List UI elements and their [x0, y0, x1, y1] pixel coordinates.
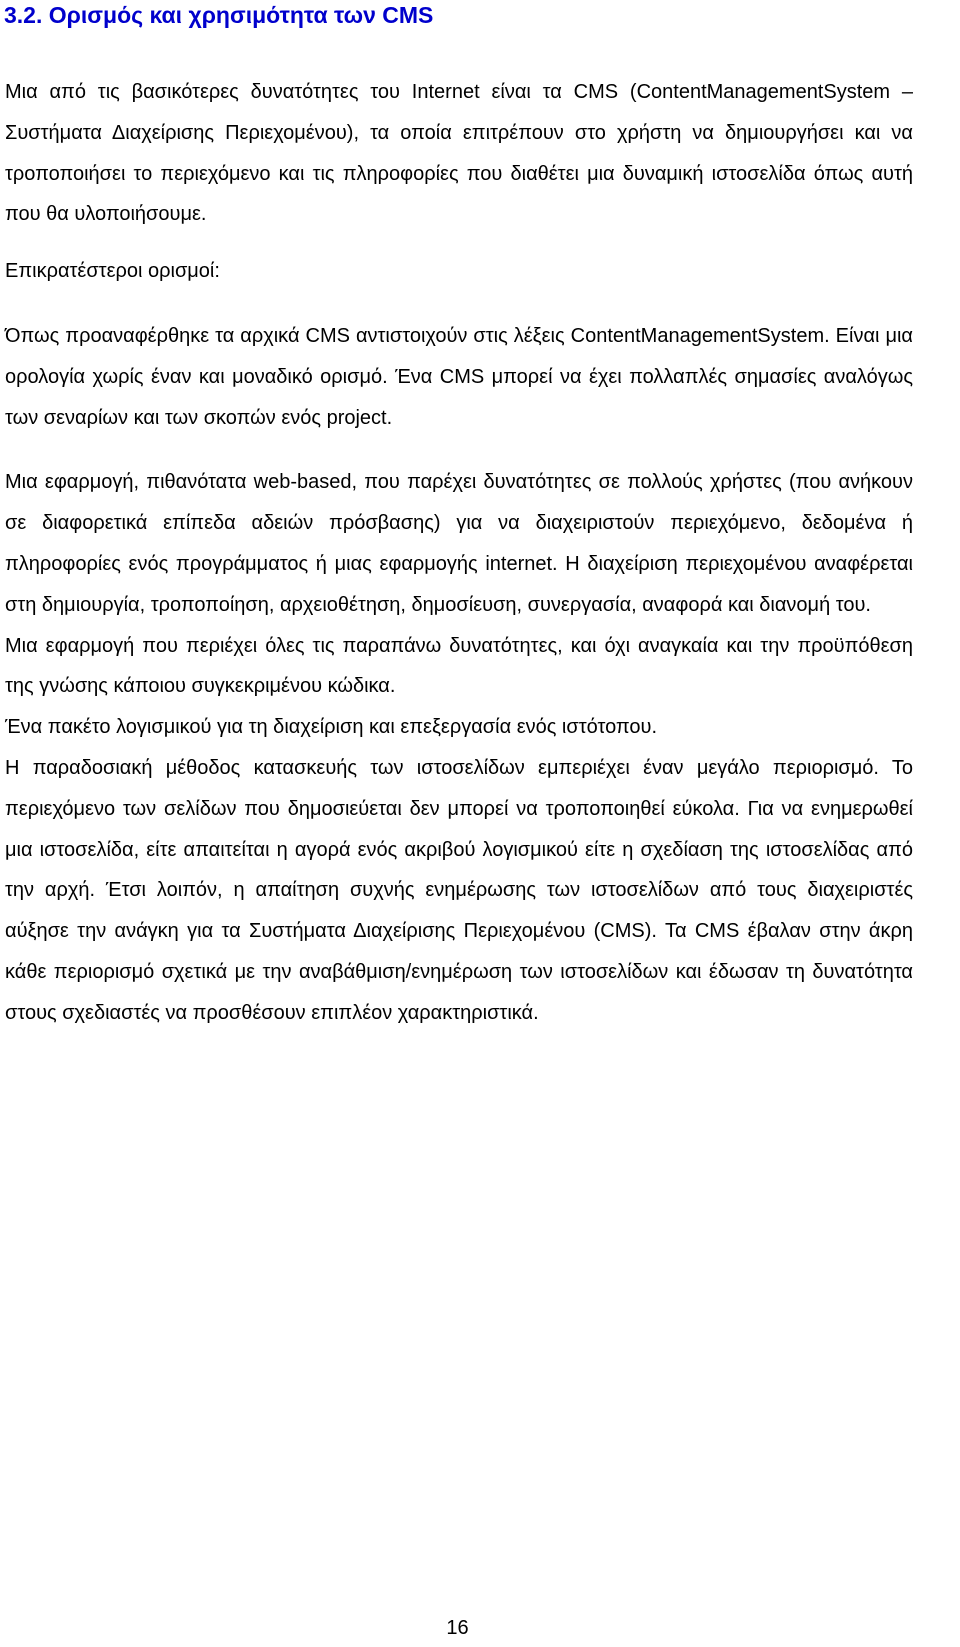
- paragraph-traditional-method: Η παραδοσιακή μέθοδος κατασκευής των ιστοσελίδων εμπεριέχει έναν μεγάλο περιορισμό. Το περιεχόμενο των σελίδων που δημοσιεύεται δεν μπορεί να τροποποιηθεί εύκολα. Για να ενημερωθεί μια ιστοσελίδα, είτε απαιτείται η αγορά ενός ακριβού λογισμικού είτε η σχεδίαση της ιστοσελίδας από την αρχή. Έτσι λοιπόν, η απαίτηση συχνής ενημέρωσης των ιστοσελίδων από τους διαχειριστές αύξησε την ανάγκη για τα Συστήματα Διαχείρισης Περιεχομένου (CMS). Τα CMS έβαλαν στην άκρη κάθε περιορισμό σχετικά με την αναβάθμιση/ενημέρωση των ιστοσελίδων και έδωσαν τη δυνατότητα στους σχεδιαστές να προσθέσουν επιπλέον χαρακτηριστικά.: [5, 756, 913, 1024]
- paragraph-definition-software-package: Ένα πακέτο λογισμικού για τη διαχείριση και επεξεργασία ενός ιστότοπου.: [5, 716, 658, 739]
- paragraph-cms-acronym: Όπως προαναφέρθηκε τα αρχικά CMS αντιστοιχούν στις λέξεις ContentManagementSystem. Είναι μια ορολογία χωρίς έναν και μοναδικό ορισμό. Ένα CMS μπορεί να έχει πολλαπλές σημασίες αναλόγως των σεναρίων και των σκοπών ενός project.: [5, 324, 913, 429]
- spacer: [5, 438, 913, 462]
- spacer: [5, 235, 913, 251]
- paragraph-definitions-label: Επικρατέστεροι ορισμοί:: [5, 260, 220, 283]
- page-number: 16: [446, 1617, 469, 1639]
- paragraph-cms-intro: Μια από τις βασικότερες δυνατότητες του Internet είναι τα CMS (ContentManagementSystem – Συστήματα Διαχείρισης Περιεχομένου), τα οποία επιτρέπουν στο χρήστη να δημιουργήσει και να τροποποιήσει το περιεχόμενο και τις πληροφορίες που διαθέτει μια δυναμική ιστοσελίδα όπως αυτή που θα υλοποιήσουμε.: [5, 81, 913, 226]
- section-heading: 3.2. Ορισμός και χρησιμότητα των CMS: [4, 2, 434, 28]
- document-body: [5, 72, 913, 1034]
- paragraph-definition-web-app: Μια εφαρμογή, πιθανότατα web-based, που παρέχει δυνατότητες σε πολλούς χρήστες (που ανήκουν σε διαφορετικά επίπεδα αδειών πρόσβασης) για να διαχειριστούν περιεχόμενο, δεδομένα ή πληροφορίες ενός προγράμματος ή μιας εφαρμογής internet. Η διαχείριση περιεχομένου αναφέρεται στη δημιουργία, τροποποίηση, αρχειοθέτηση, δημοσίευση, συνεργασία, αναφορά και διανομή του.: [5, 471, 913, 616]
- spacer: [5, 292, 913, 316]
- paragraph-definition-no-code: Μια εφαρμογή που περιέχει όλες τις παραπάνω δυνατότητες, και όχι αναγκαία και την προϋπόθεση της γνώσης κάποιου συγκεκριμένου κώδικα.: [5, 634, 913, 698]
